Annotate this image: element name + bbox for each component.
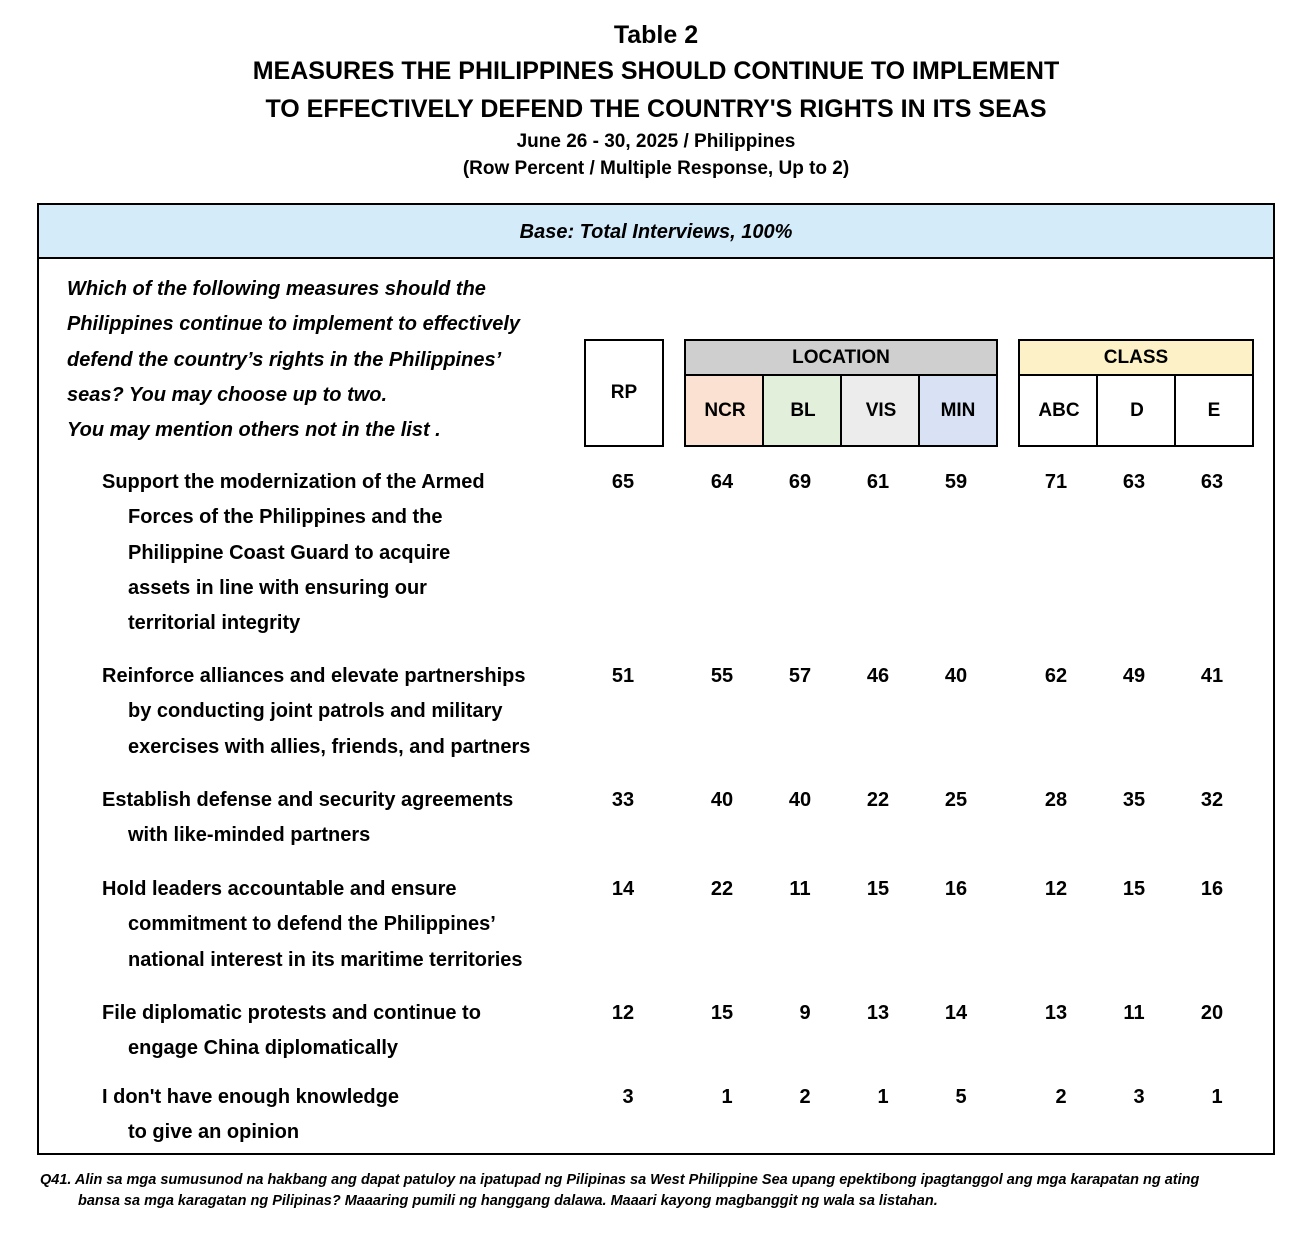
cell-min: 40	[944, 665, 968, 687]
cell-rp: 3	[622, 1086, 634, 1108]
cell-min: 5	[955, 1086, 967, 1108]
table-title-line-2: TO EFFECTIVELY DEFEND THE COUNTRY'S RIGHTS IN ITS SEAS	[265, 95, 1047, 123]
row-label-line: Establish defense and security agreements	[102, 789, 514, 811]
row-label-line: engage China diplomatically	[128, 1037, 399, 1060]
cell-abc: 71	[1044, 471, 1068, 493]
cell-d: 11	[1123, 1002, 1145, 1024]
cell-abc: 28	[1044, 789, 1068, 811]
cell-vis: 22	[866, 789, 890, 811]
question-line: You may mention others not in the list .	[67, 419, 441, 442]
cell-ncr: 1	[721, 1086, 733, 1108]
cell-abc: 62	[1044, 665, 1068, 687]
col-header-abc: ABC	[1038, 399, 1080, 421]
cell-min: 25	[944, 789, 968, 811]
table-label: Table 2	[613, 21, 699, 49]
row-label-line: I don't have enough knowledge	[102, 1086, 399, 1108]
footnote-line: bansa sa mga karagatan ng Pilipinas? Maaaring pumili ng hanggang dalawa. Maaari kayong magbanggit ng wala sa listahan.	[78, 1193, 938, 1209]
row-label-line: commitment to defend the Philippines’	[128, 913, 496, 936]
cell-vis: 13	[866, 1002, 890, 1024]
cell-vis: 46	[866, 665, 890, 687]
cell-ncr: 40	[710, 789, 734, 811]
row-label-line: Support the modernization of the Armed	[102, 471, 485, 493]
cell-ncr: 55	[710, 665, 734, 687]
cell-vis: 61	[866, 471, 890, 493]
row-label	[102, 872, 582, 978]
row-label-line: territorial integrity	[128, 612, 301, 635]
cell-e: 20	[1200, 1002, 1224, 1024]
col-header-bl: BL	[762, 376, 842, 445]
col-header-vis: VIS	[840, 376, 920, 445]
row-label-line: assets in line with ensuring our	[128, 576, 427, 599]
rp-header	[584, 339, 664, 447]
cell-d: 49	[1122, 665, 1146, 687]
cell-e: 1	[1211, 1086, 1223, 1108]
col-header-min: MIN	[918, 376, 996, 445]
cell-rp: 33	[611, 789, 635, 811]
question-line: Which of the following measures should the	[67, 278, 486, 300]
cell-bl: 2	[799, 1086, 811, 1108]
cell-e: 16	[1200, 878, 1224, 900]
row-label	[102, 465, 582, 641]
question-line: defend the country’s rights in the Philippines’	[67, 348, 502, 371]
footnote	[40, 1170, 1280, 1212]
cell-e: 63	[1200, 471, 1224, 493]
row-label-line: File diplomatic protests and continue to	[102, 1002, 481, 1024]
row-label-line: by conducting joint patrols and military	[128, 700, 503, 723]
rp-header-label: RP	[610, 382, 638, 403]
row-label	[102, 783, 582, 854]
cell-bl: 11	[789, 878, 811, 900]
cell-d: 35	[1122, 789, 1146, 811]
cell-min: 16	[944, 878, 968, 900]
location-header-label: LOCATION	[686, 341, 996, 376]
cell-vis: 1	[877, 1086, 889, 1108]
cell-rp: 65	[611, 471, 635, 493]
row-label-line: with like-minded partners	[128, 824, 371, 847]
cell-e: 41	[1200, 665, 1224, 687]
survey-date: June 26 - 30, 2025 / Philippines	[516, 131, 796, 152]
cell-d: 3	[1133, 1086, 1145, 1108]
question-line: Philippines continue to implement to effectively	[67, 313, 521, 336]
cell-ncr: 22	[710, 878, 734, 900]
col-header-ncr: NCR	[686, 376, 764, 445]
question-line: seas? You may choose up to two.	[67, 383, 388, 406]
location-header	[684, 339, 998, 447]
col-header-d: D	[1096, 376, 1176, 445]
table-note: (Row Percent / Multiple Response, Up to 2)	[462, 158, 850, 179]
cell-bl: 9	[799, 1002, 811, 1024]
table-title-line-1: MEASURES THE PHILIPPINES SHOULD CONTINUE TO IMPLEMENT	[252, 57, 1060, 85]
base-bar: Base: Total Interviews, 100%	[39, 205, 1273, 259]
row-label-line: Philippine Coast Guard to acquire	[128, 541, 451, 564]
cell-abc: 2	[1055, 1086, 1067, 1108]
row-label-line: to give an opinion	[128, 1121, 300, 1144]
cell-e: 32	[1200, 789, 1224, 811]
cell-abc: 13	[1044, 1002, 1068, 1024]
class-header-label: CLASS	[1020, 341, 1252, 376]
cell-d: 15	[1122, 878, 1146, 900]
cell-min: 14	[944, 1002, 968, 1024]
cell-vis: 15	[866, 878, 890, 900]
row-label-line: Forces of the Philippines and the	[128, 506, 443, 529]
cell-min: 59	[944, 471, 968, 493]
col-header-e: E	[1174, 376, 1252, 445]
cell-rp: 12	[611, 1002, 635, 1024]
row-label-line: Reinforce alliances and elevate partnerships	[102, 665, 526, 687]
row-label	[102, 1080, 582, 1151]
title-block	[0, 18, 1312, 182]
class-header	[1018, 339, 1254, 447]
cell-abc: 12	[1044, 878, 1068, 900]
cell-rp: 14	[611, 878, 635, 900]
row-label	[102, 659, 582, 765]
footnote-line: Q41. Alin sa mga sumusunod na hakbang ang dapat patuloy na ipatupad ng Pilipinas sa West Philippine Sea upang epektibong ipagtanggol ang mga karapatan ng ating	[40, 1172, 1200, 1188]
row-label-line: national interest in its maritime territories	[128, 948, 523, 971]
row-label-line: exercises with allies, friends, and partners	[128, 735, 531, 758]
cell-ncr: 64	[710, 471, 734, 493]
cell-bl: 57	[788, 665, 812, 687]
cell-rp: 51	[611, 665, 635, 687]
row-label	[102, 996, 582, 1067]
cell-ncr: 15	[710, 1002, 734, 1024]
cell-bl: 69	[788, 471, 812, 493]
cell-d: 63	[1122, 471, 1146, 493]
row-label-line: Hold leaders accountable and ensure	[102, 878, 457, 900]
cell-bl: 40	[788, 789, 812, 811]
question-text	[67, 272, 587, 448]
table-frame	[37, 203, 1275, 1155]
